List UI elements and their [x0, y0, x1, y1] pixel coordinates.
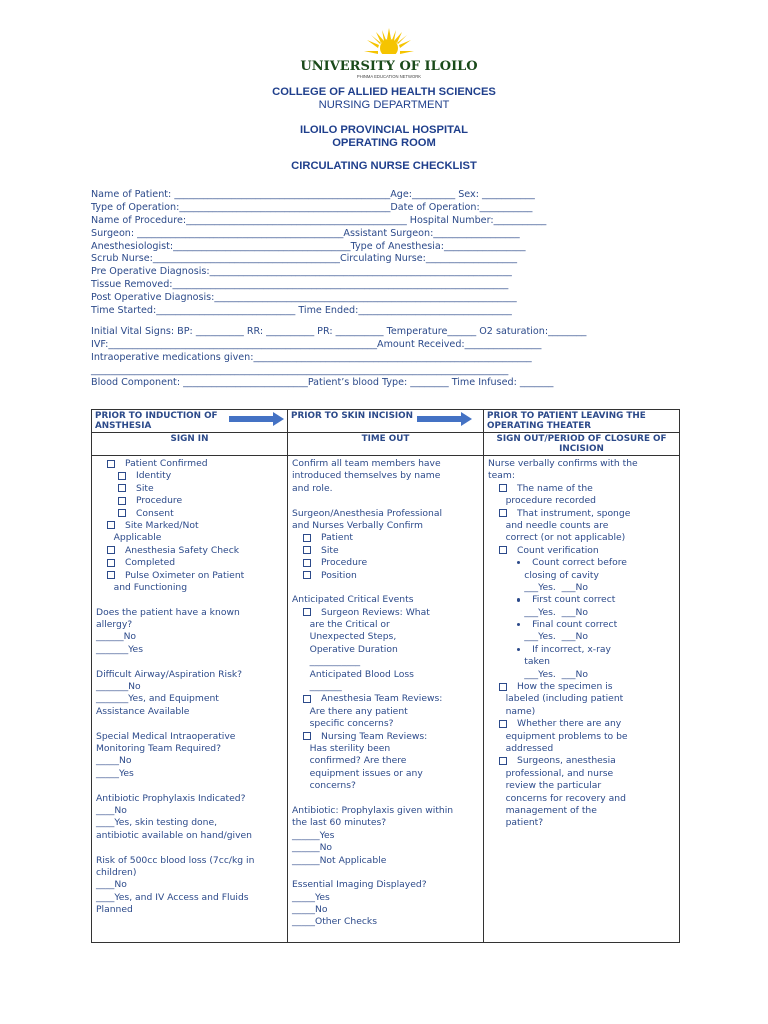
checklist-line — [292, 644, 479, 656]
checklist-line — [96, 743, 283, 755]
stage-sign-in — [92, 410, 288, 433]
checklist-line — [96, 904, 283, 916]
checklist-text: Anesthesia Safety Check — [125, 544, 240, 556]
checklist-line — [488, 706, 675, 718]
stage-row — [92, 410, 680, 433]
checklist-text: Does the patient have a known — [96, 606, 240, 618]
checklist-text: ______Yes — [292, 829, 335, 841]
checklist-text: Surgeon/Anesthesia Professional — [292, 507, 443, 519]
field-line[interactable]: IVF:________________________________________________________Amount Received:________________ — [91, 338, 542, 350]
checklist-line — [96, 607, 283, 619]
checklist-text: and Nurses Verbally Confirm — [292, 519, 423, 531]
checklist-text: labeled (including patient — [505, 693, 624, 705]
checklist-line — [292, 706, 479, 718]
checklist-line — [488, 743, 675, 755]
checklist-text: Monitoring Team Required? — [96, 742, 222, 754]
checklist-text: Count verification — [517, 544, 599, 556]
checklist-line — [488, 731, 675, 743]
checklist-line — [292, 483, 479, 495]
checklist-line — [292, 607, 479, 619]
checklist-text: Essential Imaging Displayed? — [292, 879, 427, 891]
checklist-line — [488, 508, 675, 520]
checklist-text: _____Yes — [96, 767, 134, 779]
checklist-line — [488, 582, 675, 594]
checklist-line — [292, 669, 479, 681]
room-title: OPERATING ROOM — [332, 137, 436, 149]
checklist-text: closing of cavity — [524, 569, 599, 581]
checklist-text: Pulse Oximeter on Patient — [125, 569, 245, 581]
checklist-text: Antibiotic Prophylaxis Indicated? — [96, 792, 246, 804]
checkbox[interactable] — [107, 460, 115, 468]
checklist-line — [488, 557, 675, 569]
checklist-text: taken — [524, 656, 550, 668]
checklist-text: ____Yes, skin testing done, — [96, 817, 218, 829]
bullet-icon — [517, 648, 521, 652]
checklist-line — [488, 768, 675, 780]
arrow-right-icon — [417, 412, 472, 426]
checklist-line — [96, 793, 283, 805]
checklist-line — [96, 631, 283, 643]
sign-in-column — [92, 456, 288, 943]
checkbox[interactable] — [118, 472, 126, 480]
checklist-line — [488, 793, 675, 805]
checklist-text: management of the — [505, 804, 597, 816]
checklist-text: How the specimen is — [517, 681, 613, 693]
checklist-line — [292, 718, 479, 730]
checklist-line — [96, 706, 283, 718]
checklist-line — [488, 805, 675, 817]
checklist-text: concerns? — [309, 780, 356, 792]
checklist-line — [292, 495, 479, 507]
checklist-line — [96, 570, 283, 582]
checklist-text: equipment problems to be — [505, 730, 628, 742]
checklist-text: _______Yes — [96, 643, 143, 655]
checkbox[interactable] — [107, 546, 115, 554]
checklist-line — [292, 817, 479, 829]
checklist-text: concerns for recovery and — [505, 792, 626, 804]
checklist-line — [488, 545, 675, 557]
checklist-line — [96, 693, 283, 705]
checklist-text: specific concerns? — [309, 718, 394, 730]
checklist-text: allergy? — [96, 619, 133, 631]
department-title: NURSING DEPARTMENT — [318, 99, 450, 111]
stage-label: PRIOR TO INDUCTION OF ANSTHESIA — [95, 411, 218, 431]
checklist-text: Procedure — [321, 557, 368, 569]
checklist-line — [488, 681, 675, 693]
checklist-line — [96, 718, 283, 730]
checklist-line — [96, 830, 283, 842]
checklist-line — [488, 656, 675, 668]
checklist-line — [96, 557, 283, 569]
field-line[interactable]: Blood Component: __________________________Patient’s blood Type: ________ Time Infused: _______ — [91, 377, 554, 389]
checkbox[interactable] — [499, 484, 507, 492]
checklist-line — [488, 669, 675, 681]
checklist-text: Patient Confirmed — [125, 458, 208, 469]
checkbox[interactable] — [499, 509, 507, 517]
checklist-line — [292, 916, 479, 928]
checklist-text: ___Yes. ___No — [524, 668, 588, 680]
checklist-text: Site Marked/Not — [125, 519, 199, 531]
checklist-text: Nursing Team Reviews: — [321, 730, 428, 742]
subhead-time-out: TIME OUT — [288, 433, 484, 456]
checkbox[interactable] — [499, 757, 507, 765]
checklist-line — [96, 520, 283, 532]
sun-emblem-icon — [364, 28, 414, 57]
checklist-text: patient? — [505, 817, 544, 829]
checklist-line — [96, 470, 283, 482]
checklist-line — [488, 619, 675, 631]
checklist-text: Site — [321, 544, 339, 556]
checklist-text: Count correct before — [532, 557, 627, 569]
checklist-text: Unexpected Steps, — [309, 631, 397, 643]
checklist-text: addressed — [505, 742, 554, 754]
field-line[interactable]: Post Operative Diagnosis:_______________________________________________________________ — [91, 292, 517, 304]
checklist-text: Final count correct — [532, 619, 618, 631]
checklist-line — [292, 879, 479, 891]
subhead-sign-out: SIGN OUT/PERIOD OF CLOSURE OF INCISION — [484, 433, 680, 456]
checklist-text: Identity — [136, 470, 172, 482]
checklist-line — [488, 755, 675, 767]
time-out-column — [288, 456, 484, 943]
checklist-line — [96, 842, 283, 854]
checklist-line — [96, 532, 283, 544]
checklist-line — [292, 631, 479, 643]
patient-info-fields — [91, 189, 691, 390]
checklist-text: confirmed? Are there — [309, 755, 407, 767]
checklist-text: Anticipated Blood Loss — [309, 668, 414, 680]
checklist-text: Has sterility been — [309, 742, 391, 754]
checklist-table — [91, 409, 680, 943]
bullet-icon — [517, 623, 521, 627]
checklist-line — [292, 793, 479, 805]
checklist-text: Anticipated Critical Events — [292, 594, 414, 606]
checklist-text: Procedure — [136, 495, 183, 507]
checklist-text: Special Medical Intraoperative — [96, 730, 236, 742]
checklist-text: Applicable — [113, 532, 162, 544]
checklist-text: _______ — [309, 681, 342, 693]
checklist-line — [96, 483, 283, 495]
content-row — [92, 456, 680, 943]
checkbox[interactable] — [118, 509, 126, 517]
checklist-line — [488, 483, 675, 495]
checklist-line — [292, 582, 479, 594]
sign-out-column — [484, 456, 680, 943]
checklist-text: ____No — [96, 804, 127, 816]
checkbox[interactable] — [107, 559, 115, 567]
checklist-text: and needle counts are — [505, 519, 609, 531]
checklist-text: the last 60 minutes? — [292, 817, 387, 829]
checklist-text: Patient — [321, 532, 353, 544]
checklist-text: antibiotic available on hand/given — [96, 829, 252, 841]
checkbox[interactable] — [499, 683, 507, 691]
checklist-line — [96, 669, 283, 681]
checklist-line — [488, 532, 675, 544]
checklist-text: professional, and nurse — [505, 767, 614, 779]
checklist-text: and Functioning — [113, 581, 188, 593]
checklist-line — [292, 520, 479, 532]
checklist-line — [488, 693, 675, 705]
checklist-text: procedure recorded — [505, 495, 596, 507]
checkbox[interactable] — [303, 571, 311, 579]
checklist-text: _______No — [96, 681, 141, 693]
checklist-text: Assistance Available — [96, 705, 190, 717]
subhead-row — [92, 433, 680, 456]
stage-sign-out: PRIOR TO PATIENT LEAVING THE OPERATING THEATER — [484, 410, 680, 433]
logo-tagline: PHINMA EDUCATION NETWORK — [356, 74, 422, 79]
checklist-line — [96, 644, 283, 656]
checklist-text: Risk of 500cc blood loss (7cc/kg in — [96, 854, 255, 866]
checklist-line — [292, 867, 479, 879]
checklist-text: Surgeon Reviews: What — [321, 606, 430, 618]
field-line[interactable]: Tissue Removed:______________________________________________________________________ — [91, 279, 509, 291]
checklist-line — [292, 594, 479, 606]
field-line[interactable]: Anesthesiologist:_____________________________________Type of Anesthesia:_________________ — [91, 240, 526, 252]
checklist-text: ______Not Applicable — [292, 854, 387, 866]
checklist-line — [96, 495, 283, 507]
checklist-line — [488, 631, 675, 643]
checklist-line — [96, 768, 283, 780]
checklist-line — [292, 570, 479, 582]
checklist-line — [292, 842, 479, 854]
checklist-line — [96, 780, 283, 792]
checklist-line — [488, 470, 675, 482]
checklist-line — [292, 681, 479, 693]
checkbox[interactable] — [303, 608, 311, 616]
checklist-line — [96, 892, 283, 904]
checklist-text: Completed — [125, 557, 176, 569]
checklist-line — [488, 495, 675, 507]
checklist-line — [292, 619, 479, 631]
checklist-line — [292, 755, 479, 767]
field-line[interactable]: Surgeon: ___________________________________________Assistant Surgeon:__________________ — [91, 227, 520, 239]
hospital-title: ILOILO PROVINCIAL HOSPITAL — [299, 124, 469, 136]
checklist-line — [96, 731, 283, 743]
checklist-line — [292, 743, 479, 755]
checklist-text: _____No — [96, 755, 132, 767]
checklist-line — [96, 656, 283, 668]
checklist-line — [292, 830, 479, 842]
field-line[interactable]: Name of Procedure:______________________________________________ Hospital Number:___________ — [91, 214, 547, 226]
checklist-text: Antibiotic: Prophylaxis given within — [292, 804, 454, 816]
checklist-text: Planned — [96, 904, 133, 916]
checklist-line — [96, 855, 283, 867]
checklist-text: are the Critical or — [309, 619, 390, 631]
checklist-line — [488, 718, 675, 730]
field-line[interactable]: Pre Operative Diagnosis:_______________________________________________________________ — [91, 266, 512, 278]
checklist-text: The name of the — [517, 482, 593, 494]
checklist-line — [292, 508, 479, 520]
checklist-text: _____No — [292, 904, 328, 916]
checklist-line — [488, 817, 675, 829]
checklist-line — [96, 545, 283, 557]
checklist-line — [96, 681, 283, 693]
checklist-text: correct (or not applicable) — [505, 532, 626, 544]
checklist-text: Consent — [136, 507, 174, 519]
checkbox[interactable] — [107, 521, 115, 529]
checklist-text: ___Yes. ___No — [524, 581, 588, 593]
checkbox[interactable] — [499, 720, 507, 728]
checklist-text: Operative Duration — [309, 643, 398, 655]
field-line[interactable]: Initial Vital Signs: BP: __________ RR: __________ PR: __________ Temperature______ O2 saturation:________ — [91, 325, 587, 337]
checklist-line — [96, 458, 283, 470]
checklist-text: review the particular — [505, 780, 602, 792]
checklist-text: children) — [96, 866, 137, 878]
checklist-text: Site — [136, 482, 154, 494]
stage-label: PRIOR TO SKIN INCISION — [291, 411, 414, 421]
checklist-text: ______No — [292, 842, 333, 854]
subhead-sign-in: SIGN IN — [92, 433, 288, 456]
checklist-line — [96, 867, 283, 879]
checklist-text: team: — [488, 470, 515, 482]
checklist-text: Position — [321, 569, 357, 581]
checklist-text: Difficult Airway/Aspiration Risk? — [96, 668, 243, 680]
checkbox[interactable] — [303, 546, 311, 554]
checklist-text: ____No — [96, 879, 127, 891]
checklist-text: Anesthesia Team Reviews: — [321, 693, 443, 705]
checklist-line — [292, 532, 479, 544]
checklist-line — [96, 594, 283, 606]
checklist-text: Nurse verbally confirms with the — [488, 458, 638, 469]
checklist-line — [292, 545, 479, 557]
checklist-line — [292, 731, 479, 743]
checkbox[interactable] — [303, 695, 311, 703]
checklist-text: ____Yes, and IV Access and Fluids — [96, 891, 249, 903]
checklist-line — [292, 780, 479, 792]
checklist-line — [96, 582, 283, 594]
checklist-line — [488, 780, 675, 792]
checklist-line — [96, 619, 283, 631]
checkbox[interactable] — [303, 559, 311, 567]
checklist-line — [292, 557, 479, 569]
checklist-text: _______Yes, and Equipment — [96, 693, 219, 705]
checklist-line — [96, 755, 283, 767]
college-title: COLLEGE OF ALLIED HEALTH SCIENCES — [272, 86, 496, 98]
checklist-text: ___Yes. ___No — [524, 606, 588, 618]
checklist-line — [488, 458, 675, 470]
checklist-title: CIRCULATING NURSE CHECKLIST — [291, 160, 477, 172]
checklist-text: _____Yes — [292, 891, 330, 903]
checklist-line — [488, 594, 675, 606]
checklist-text: Whether there are any — [517, 718, 622, 730]
checklist-text: Surgeons, anesthesia — [517, 755, 616, 767]
checklist-text: First count correct — [532, 594, 616, 606]
checklist-line — [292, 458, 479, 470]
checklist-text: That instrument, sponge — [517, 507, 631, 519]
checklist-line — [96, 508, 283, 520]
checklist-line — [488, 570, 675, 582]
checklist-line — [292, 892, 479, 904]
checklist-line — [488, 520, 675, 532]
checklist-line — [292, 768, 479, 780]
checklist-text: and role. — [292, 482, 333, 494]
checkbox[interactable] — [303, 732, 311, 740]
field-line[interactable]: _______________________________________________________________________________________ — [91, 364, 509, 376]
checkbox[interactable] — [107, 571, 115, 579]
checklist-line — [488, 607, 675, 619]
logo-name: UNIVERSITY OF ILOILO — [300, 59, 478, 74]
field-line[interactable]: Name of Patient: _____________________________________________Age:_________ Sex: ___________ — [91, 189, 535, 200]
checkbox[interactable] — [118, 497, 126, 505]
checklist-text: If incorrect, x-ray — [532, 643, 611, 655]
checklist-line — [96, 817, 283, 829]
checklist-text: Confirm all team members have — [292, 458, 441, 469]
checklist-line — [292, 693, 479, 705]
checklist-text: ___Yes. ___No — [524, 631, 588, 643]
checklist-line — [96, 879, 283, 891]
checkbox[interactable] — [118, 484, 126, 492]
arrow-right-icon — [229, 412, 284, 426]
stage-time-out — [288, 410, 484, 433]
field-line[interactable]: Intraoperative medications given:__________________________________________________________ — [91, 351, 532, 363]
checklist-text: introduced themselves by name — [292, 470, 441, 482]
checklist-line — [292, 656, 479, 668]
checkbox[interactable] — [303, 534, 311, 542]
bullet-icon — [517, 598, 521, 602]
field-line[interactable]: Time Started:_____________________________ Time Ended:________________________________ — [91, 305, 512, 317]
checkbox[interactable] — [499, 546, 507, 554]
checklist-text: name) — [505, 705, 536, 717]
checklist-text: ___________ — [309, 656, 361, 668]
checklist-text: _____Other Checks — [292, 916, 378, 928]
field-line[interactable]: Scrub Nurse:_______________________________________Circulating Nurse:___________________ — [91, 253, 518, 265]
checklist-line — [96, 805, 283, 817]
checklist-line — [292, 470, 479, 482]
checklist-line — [292, 805, 479, 817]
checklist-text: Are there any patient — [309, 705, 408, 717]
checklist-text: ______No — [96, 631, 137, 643]
bullet-icon — [517, 561, 521, 565]
checklist-line — [292, 855, 479, 867]
spacer — [91, 318, 691, 326]
field-line[interactable]: Type of Operation:____________________________________________Date of Operation:___________ — [91, 201, 533, 213]
checklist-line — [488, 644, 675, 656]
checklist-line — [292, 904, 479, 916]
checklist-text: equipment issues or any — [309, 767, 423, 779]
university-logo — [300, 26, 478, 82]
